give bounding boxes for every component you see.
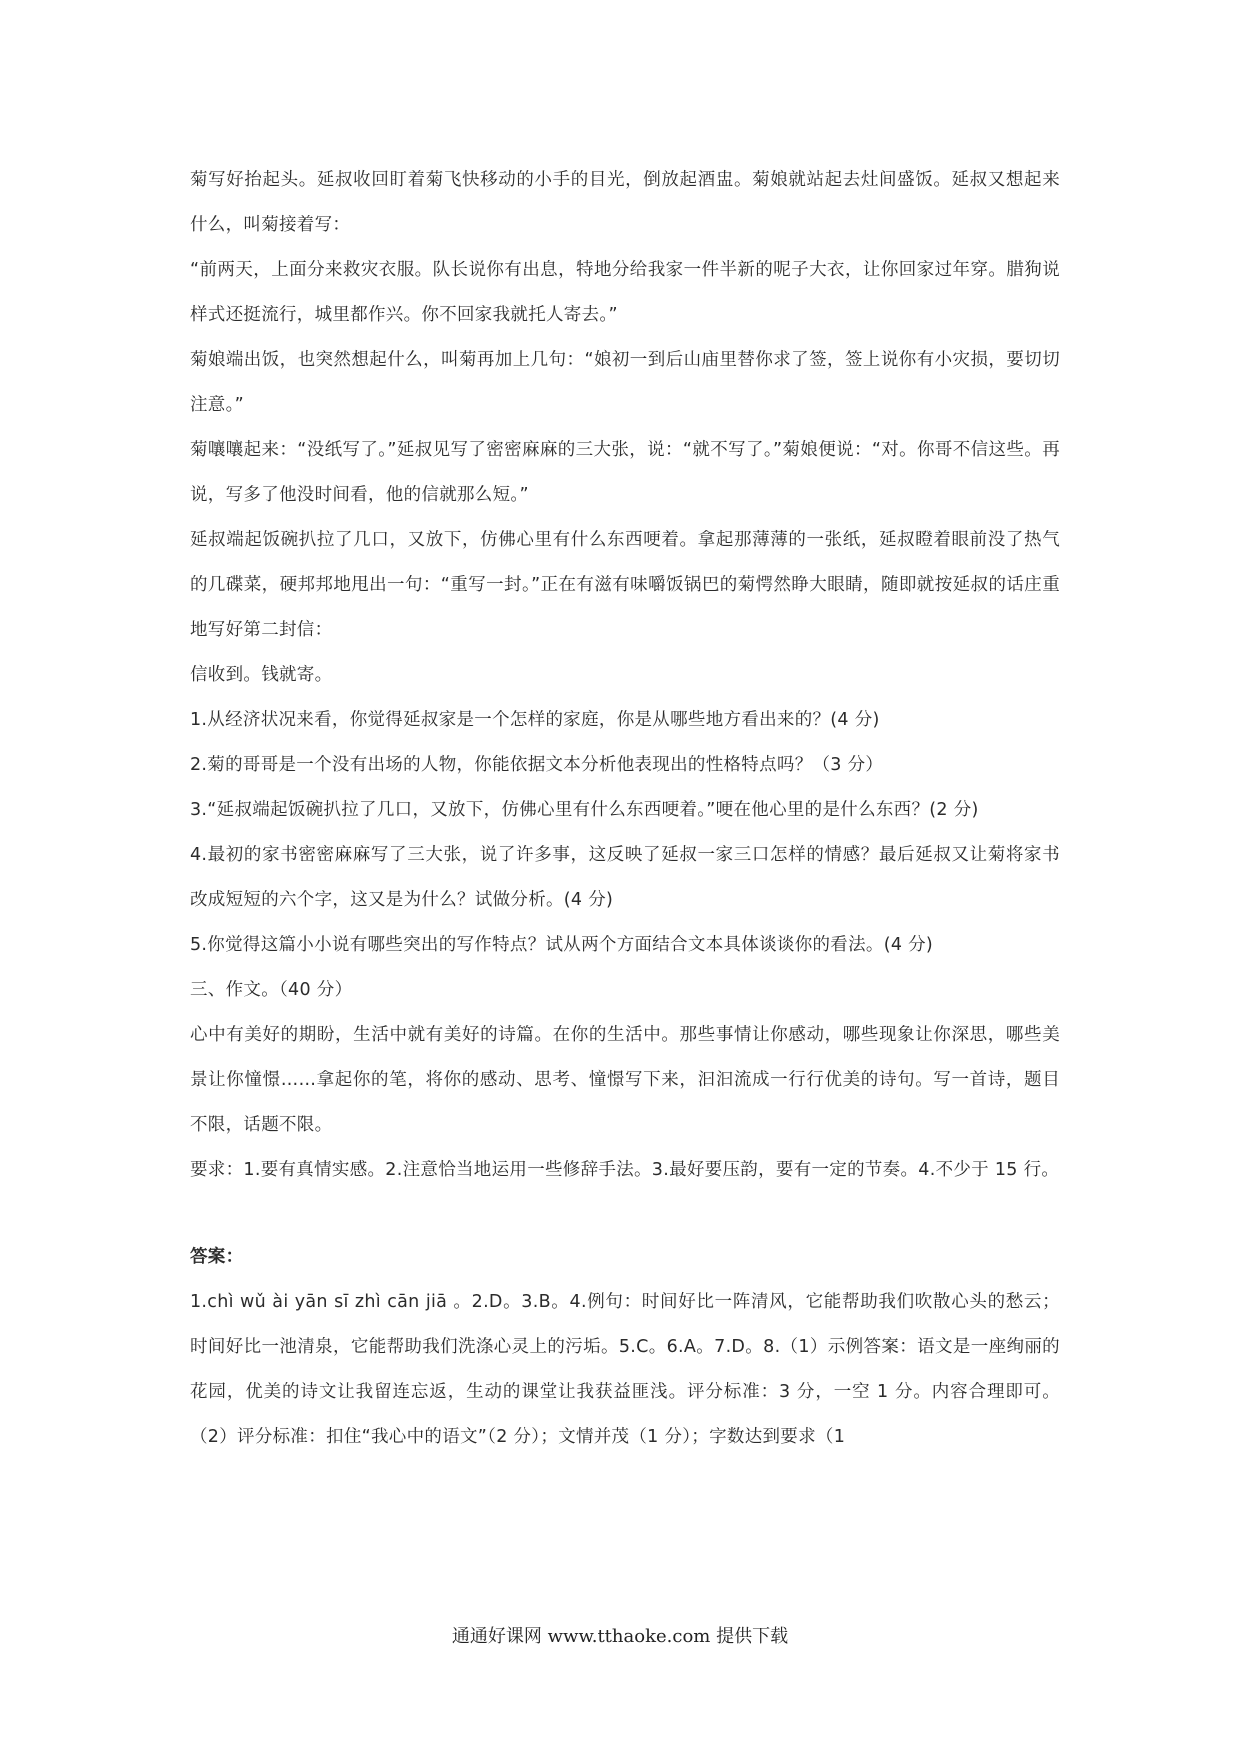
answers-heading: 答案： [190,1247,244,1267]
story-paragraph: 菊嚷嚷起来：“没纸写了。”延叔见写了密密麻麻的三大张，说：“就不写了。”菊娘便说：“对。你哥不信这些。再说，写多了他没时间看，他的信就那么短。” [190,440,1060,505]
page-footer: 通通好课网 www.tthaoke.com 提供下载 [451,1626,789,1647]
essay-prompt: 心中有美好的期盼，生活中就有美好的诗篇。在你的生活中。那些事情让你感动，哪些现象让你深思，哪些美景让你憧憬……拿起你的笔，将你的感动、思考、憧憬写下来，汩汩流成一行行优美的诗句。写一首诗，题目不限，话题不限。 [190,1025,1060,1135]
story-paragraph: “前两天，上面分来救灾衣服。队长说你有出息，特地分给我家一件半新的呢子大衣，让你回家过年穿。腊狗说样式还挺流行，城里都作兴。你不回家我就托人寄去。” [190,260,1060,325]
essay-heading: 三、作文。（40 分） [190,980,353,1000]
story-paragraph: 延叔端起饭碗扒拉了几口，又放下，仿佛心里有什么东西哽着。拿起那薄薄的一张纸，延叔瞪着眼前没了热气的几碟菜，硬邦邦地甩出一句：“重写一封。”正在有滋有味嚼饭锅巴的菊愕然睁大眼睛，随即就按延叔的话庄重地写好第二封信： [190,530,1060,640]
question-2: 2.菊的哥哥是一个没有出场的人物，你能依据文本分析他表现出的性格特点吗？（3 分） [190,755,884,775]
question-4: 4.最初的家书密密麻麻写了三大张，说了许多事，这反映了延叔一家三口怎样的情感？最后延叔又让菊将家书改成短短的六个字，这又是为什么？试做分析。(4 分) [190,845,1060,910]
question-3: 3.“延叔端起饭碗扒拉了几口，又放下，仿佛心里有什么东西哽着。”哽在他心里的是什么东西？(2 分) [190,800,979,820]
story-paragraph: 菊娘端出饭，也突然想起什么，叫菊再加上几句：“娘初一到后山庙里替你求了签，签上说你有小灾损，要切切注意。” [190,350,1060,415]
essay-requirements: 要求：1.要有真情实感。2.注意恰当地运用一些修辞手法。3.最好要压韵，要有一定的节奏。4.不少于 15 行。 [190,1160,1060,1180]
question-5: 5.你觉得这篇小小说有哪些突出的写作特点？试从两个方面结合文本具体谈谈你的看法。(4 分) [190,935,934,955]
document-body [190,158,1060,1460]
question-1: 1.从经济状况来看，你觉得延叔家是一个怎样的家庭，你是从哪些地方看出来的？(4 分) [190,710,880,730]
story-paragraph: 信收到。钱就寄。 [190,665,333,685]
story-paragraph: 菊写好抬起头。延叔收回盯着菊飞快移动的小手的目光，倒放起酒盅。菊娘就站起去灶间盛饭。延叔又想起来什么，叫菊接着写： [190,170,1060,235]
answers-text: 1.chì wǔ ài yān sī zhì cān jiā 。2.D。3.B。4.例句：时间好比一阵清风，它能帮助我们吹散心头的愁云；时间好比一池清泉，它能帮助我们洗涤心灵上的污垢。5.C。6.A。7.D。8.（1）示例答案：语文是一座绚丽的花园，优美的诗文让我留连忘返，生动的课堂让我获益匪浅。评分标准：3 分，一空 1 分。内容合理即可。（2）评分标准：扣住“我心中的语文”（2 分）；文情并茂（1 分）；字数达到要求（1 [190,1292,1060,1447]
